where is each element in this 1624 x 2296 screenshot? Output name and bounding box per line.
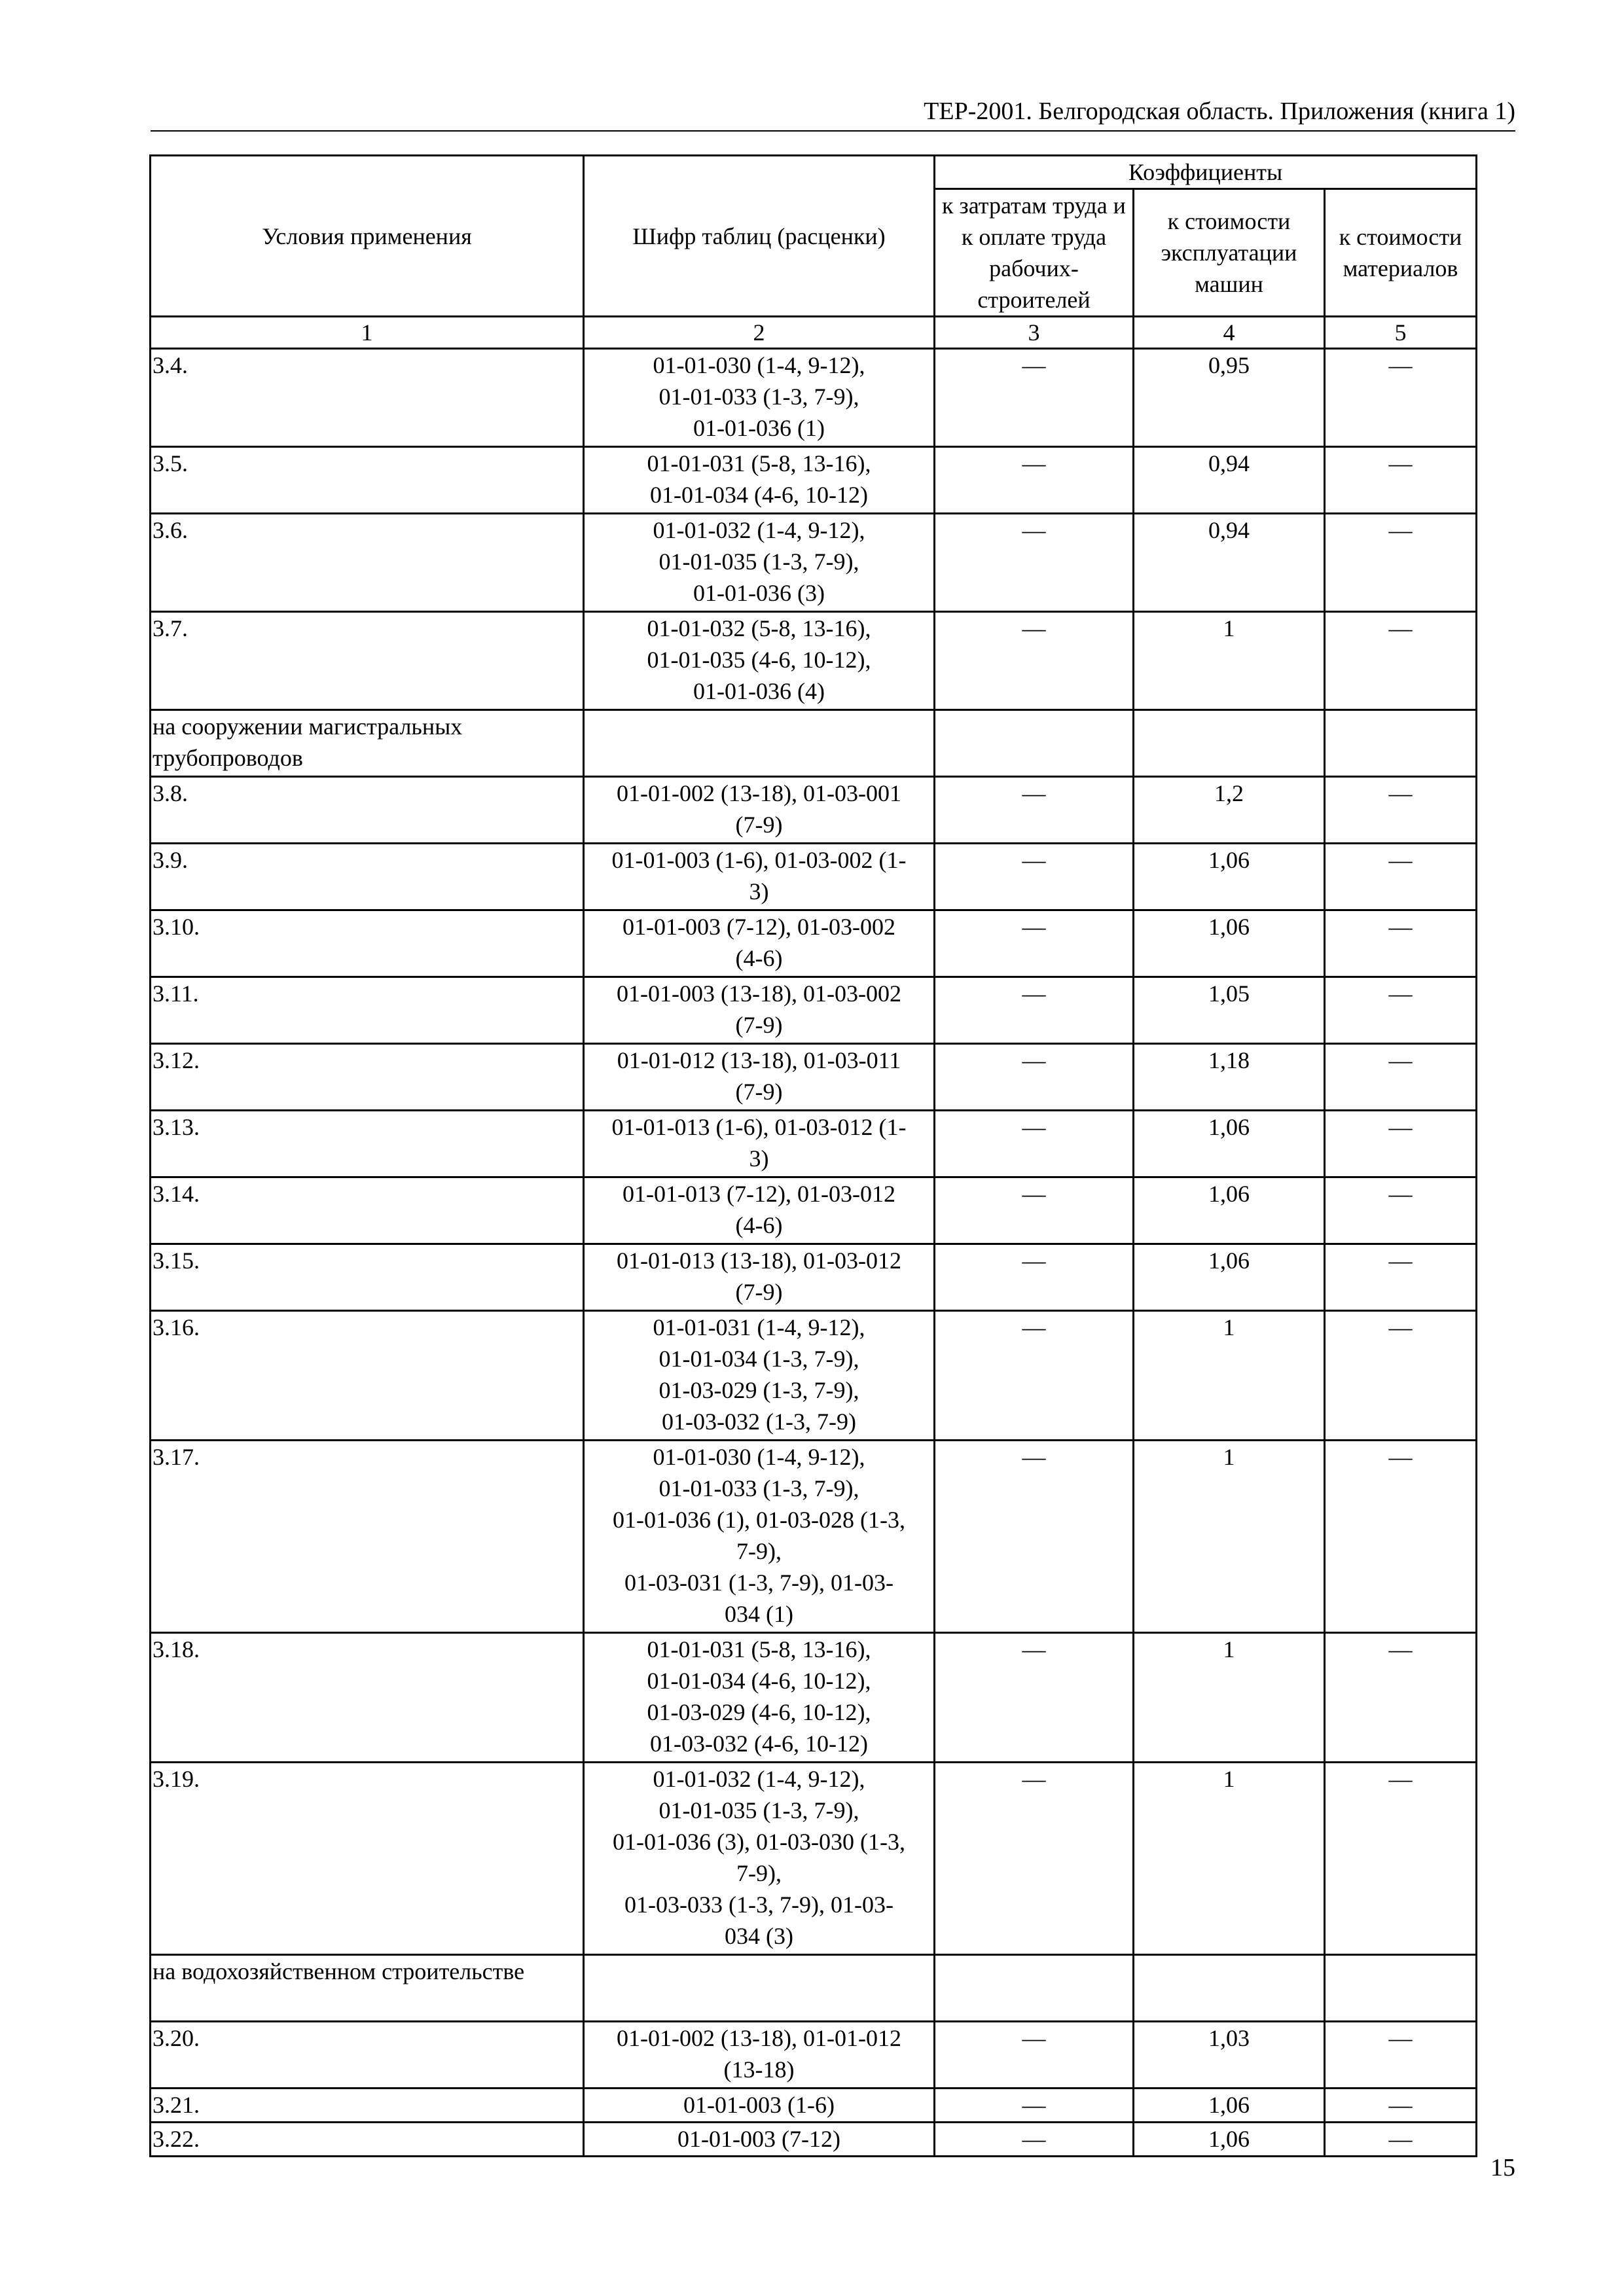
labor-coef-cell: — <box>935 1311 1134 1441</box>
table-body <box>151 349 1477 2157</box>
condition-cell: 3.10. <box>151 910 584 977</box>
machines-coef-cell: 1,06 <box>1134 844 1325 910</box>
machines-coef-cell: 0,94 <box>1134 514 1325 612</box>
labor-coef-cell: — <box>935 1044 1134 1111</box>
cipher-cell: 01-01-031 (5-8, 13-16), 01-01-034 (4-6, 10-12) <box>584 447 935 514</box>
cipher-cell: 01-01-032 (1-4, 9-12), 01-01-035 (1-3, 7-9), 01-01-036 (3), 01-03-030 (1-3, 7-9), 01-03-033 (1-3, 7-9), 01-03- 034 (3) <box>584 1763 935 1955</box>
materials-coef-cell: — <box>1325 1633 1477 1763</box>
machines-coef-cell: 1 <box>1134 1311 1325 1441</box>
cipher-cell: 01-01-013 (13-18), 01-03-012 (7-9) <box>584 1244 935 1311</box>
condition-cell: 3.16. <box>151 1311 584 1441</box>
labor-coef-cell: — <box>935 2022 1134 2089</box>
labor-coef-cell <box>935 710 1134 777</box>
cipher-cell: 01-01-002 (13-18), 01-03-001 (7-9) <box>584 777 935 844</box>
machines-coef-cell: 1,06 <box>1134 2123 1325 2157</box>
machines-coef-cell: 1 <box>1134 1441 1325 1633</box>
page-number: 15 <box>1490 2154 1515 2181</box>
machines-coef-cell: 1,06 <box>1134 1111 1325 1177</box>
condition-cell: 3.17. <box>151 1441 584 1633</box>
labor-coef-cell: — <box>935 2123 1134 2157</box>
materials-coef-cell: — <box>1325 1111 1477 1177</box>
cipher-cell: 01-01-003 (13-18), 01-03-002 (7-9) <box>584 977 935 1044</box>
condition-cell: 3.19. <box>151 1763 584 1955</box>
table-row <box>151 2022 1477 2089</box>
col-header-conditions: Условия применения <box>151 156 584 317</box>
cipher-cell: 01-01-031 (1-4, 9-12), 01-01-034 (1-3, 7-9), 01-03-029 (1-3, 7-9), 01-03-032 (1-3, 7-9) <box>584 1311 935 1441</box>
table-row <box>151 447 1477 514</box>
table-row <box>151 910 1477 977</box>
labor-coef-cell: — <box>935 447 1134 514</box>
table-row <box>151 1044 1477 1111</box>
cipher-cell: 01-01-032 (1-4, 9-12), 01-01-035 (1-3, 7-9), 01-01-036 (3) <box>584 514 935 612</box>
table-row <box>151 1311 1477 1441</box>
col-number: 5 <box>1325 317 1477 349</box>
cipher-cell: 01-01-031 (5-8, 13-16), 01-01-034 (4-6, 10-12), 01-03-029 (4-6, 10-12), 01-03-032 (4-6, 10-12) <box>584 1633 935 1763</box>
machines-coef-cell: 1,06 <box>1134 1244 1325 1311</box>
condition-cell: 3.18. <box>151 1633 584 1763</box>
materials-coef-cell: — <box>1325 2089 1477 2123</box>
labor-coef-cell: — <box>935 514 1134 612</box>
materials-coef-cell: — <box>1325 977 1477 1044</box>
labor-coef-cell: — <box>935 2089 1134 2123</box>
materials-coef-cell: — <box>1325 1763 1477 1955</box>
table-row <box>151 349 1477 447</box>
materials-coef-cell: — <box>1325 1244 1477 1311</box>
col-number: 2 <box>584 317 935 349</box>
table-row <box>151 1763 1477 1955</box>
cipher-cell <box>584 1955 935 2022</box>
condition-cell: 3.22. <box>151 2123 584 2157</box>
col-number: 4 <box>1134 317 1325 349</box>
materials-coef-cell: — <box>1325 1311 1477 1441</box>
condition-cell: 3.12. <box>151 1044 584 1111</box>
labor-coef-cell: — <box>935 1763 1134 1955</box>
header-rule <box>151 130 1515 132</box>
condition-cell: 3.9. <box>151 844 584 910</box>
materials-coef-cell: — <box>1325 2123 1477 2157</box>
cipher-cell: 01-01-012 (13-18), 01-03-011 (7-9) <box>584 1044 935 1111</box>
cipher-cell <box>584 710 935 777</box>
condition-cell: 3.20. <box>151 2022 584 2089</box>
condition-cell: 3.4. <box>151 349 584 447</box>
materials-coef-cell: — <box>1325 349 1477 447</box>
col-header-cipher: Шифр таблиц (расценки) <box>584 156 935 317</box>
machines-coef-cell: 0,94 <box>1134 447 1325 514</box>
labor-coef-cell: — <box>935 777 1134 844</box>
machines-coef-cell: 1,03 <box>1134 2022 1325 2089</box>
materials-coef-cell: — <box>1325 612 1477 710</box>
condition-cell: 3.11. <box>151 977 584 1044</box>
condition-cell: 3.6. <box>151 514 584 612</box>
page-header: ТЕР-2001. Белгородская область. Приложения (книга 1) <box>924 98 1515 125</box>
machines-coef-cell: 1,06 <box>1134 1177 1325 1244</box>
labor-coef-cell: — <box>935 1441 1134 1633</box>
table-row <box>151 1111 1477 1177</box>
condition-cell: на сооружении магистральных трубопроводов <box>151 710 584 777</box>
condition-cell: 3.7. <box>151 612 584 710</box>
machines-coef-cell: 1 <box>1134 1633 1325 1763</box>
materials-coef-cell: — <box>1325 844 1477 910</box>
materials-coef-cell: — <box>1325 777 1477 844</box>
cipher-cell: 01-01-013 (1-6), 01-03-012 (1- 3) <box>584 1111 935 1177</box>
labor-coef-cell: — <box>935 1633 1134 1763</box>
col-header-labor: к затратам труда и к оплате труда рабочих-строителей <box>935 189 1134 317</box>
labor-coef-cell: — <box>935 977 1134 1044</box>
machines-coef-cell: 1 <box>1134 1763 1325 1955</box>
labor-coef-cell: — <box>935 1111 1134 1177</box>
machines-coef-cell <box>1134 1955 1325 2022</box>
machines-coef-cell: 1,06 <box>1134 910 1325 977</box>
condition-cell: 3.13. <box>151 1111 584 1177</box>
cipher-cell: 01-01-030 (1-4, 9-12), 01-01-033 (1-3, 7-9), 01-01-036 (1), 01-03-028 (1-3, 7-9), 01-03-031 (1-3, 7-9), 01-03- 034 (1) <box>584 1441 935 1633</box>
table-row <box>151 612 1477 710</box>
materials-coef-cell: — <box>1325 514 1477 612</box>
machines-coef-cell <box>1134 710 1325 777</box>
col-number: 3 <box>935 317 1134 349</box>
materials-coef-cell: — <box>1325 910 1477 977</box>
materials-coef-cell: — <box>1325 2022 1477 2089</box>
materials-coef-cell <box>1325 1955 1477 2022</box>
machines-coef-cell: 1 <box>1134 612 1325 710</box>
cipher-cell: 01-01-032 (5-8, 13-16), 01-01-035 (4-6, 10-12), 01-01-036 (4) <box>584 612 935 710</box>
machines-coef-cell: 1,06 <box>1134 2089 1325 2123</box>
condition-cell: 3.8. <box>151 777 584 844</box>
condition-cell: на водохозяйственном строительстве <box>151 1955 584 2022</box>
condition-cell: 3.14. <box>151 1177 584 1244</box>
labor-coef-cell: — <box>935 612 1134 710</box>
labor-coef-cell <box>935 1955 1134 2022</box>
materials-coef-cell <box>1325 710 1477 777</box>
labor-coef-cell: — <box>935 1177 1134 1244</box>
table-row <box>151 710 1477 777</box>
labor-coef-cell: — <box>935 844 1134 910</box>
col-number: 1 <box>151 317 584 349</box>
condition-cell: 3.21. <box>151 2089 584 2123</box>
materials-coef-cell: — <box>1325 447 1477 514</box>
cipher-cell: 01-01-003 (7-12), 01-03-002 (4-6) <box>584 910 935 977</box>
machines-coef-cell: 1,05 <box>1134 977 1325 1044</box>
col-header-machines: к стоимости эксплуатации машин <box>1134 189 1325 317</box>
cipher-cell: 01-01-003 (1-6) <box>584 2089 935 2123</box>
machines-coef-cell: 1,18 <box>1134 1044 1325 1111</box>
labor-coef-cell: — <box>935 1244 1134 1311</box>
table-row <box>151 1633 1477 1763</box>
cipher-cell: 01-01-003 (7-12) <box>584 2123 935 2157</box>
machines-coef-cell: 0,95 <box>1134 349 1325 447</box>
cipher-cell: 01-01-030 (1-4, 9-12), 01-01-033 (1-3, 7-9), 01-01-036 (1) <box>584 349 935 447</box>
table-row <box>151 2123 1477 2157</box>
table-row <box>151 1244 1477 1311</box>
cipher-cell: 01-01-013 (7-12), 01-03-012 (4-6) <box>584 1177 935 1244</box>
cipher-cell: 01-01-003 (1-6), 01-03-002 (1- 3) <box>584 844 935 910</box>
labor-coef-cell: — <box>935 349 1134 447</box>
col-header-coefficients: Коэффициенты <box>935 156 1477 189</box>
labor-coef-cell: — <box>935 910 1134 977</box>
coefficients-table <box>149 154 1477 2157</box>
table-row <box>151 2089 1477 2123</box>
materials-coef-cell: — <box>1325 1044 1477 1111</box>
table-row <box>151 844 1477 910</box>
table-row <box>151 514 1477 612</box>
condition-cell: 3.5. <box>151 447 584 514</box>
table-row <box>151 1955 1477 2022</box>
cipher-cell: 01-01-002 (13-18), 01-01-012 (13-18) <box>584 2022 935 2089</box>
machines-coef-cell: 1,2 <box>1134 777 1325 844</box>
materials-coef-cell: — <box>1325 1441 1477 1633</box>
col-header-materials: к стоимости материалов <box>1325 189 1477 317</box>
condition-cell: 3.15. <box>151 1244 584 1311</box>
table-row <box>151 777 1477 844</box>
materials-coef-cell: — <box>1325 1177 1477 1244</box>
table-row <box>151 1177 1477 1244</box>
table-row <box>151 1441 1477 1633</box>
table-row <box>151 977 1477 1044</box>
